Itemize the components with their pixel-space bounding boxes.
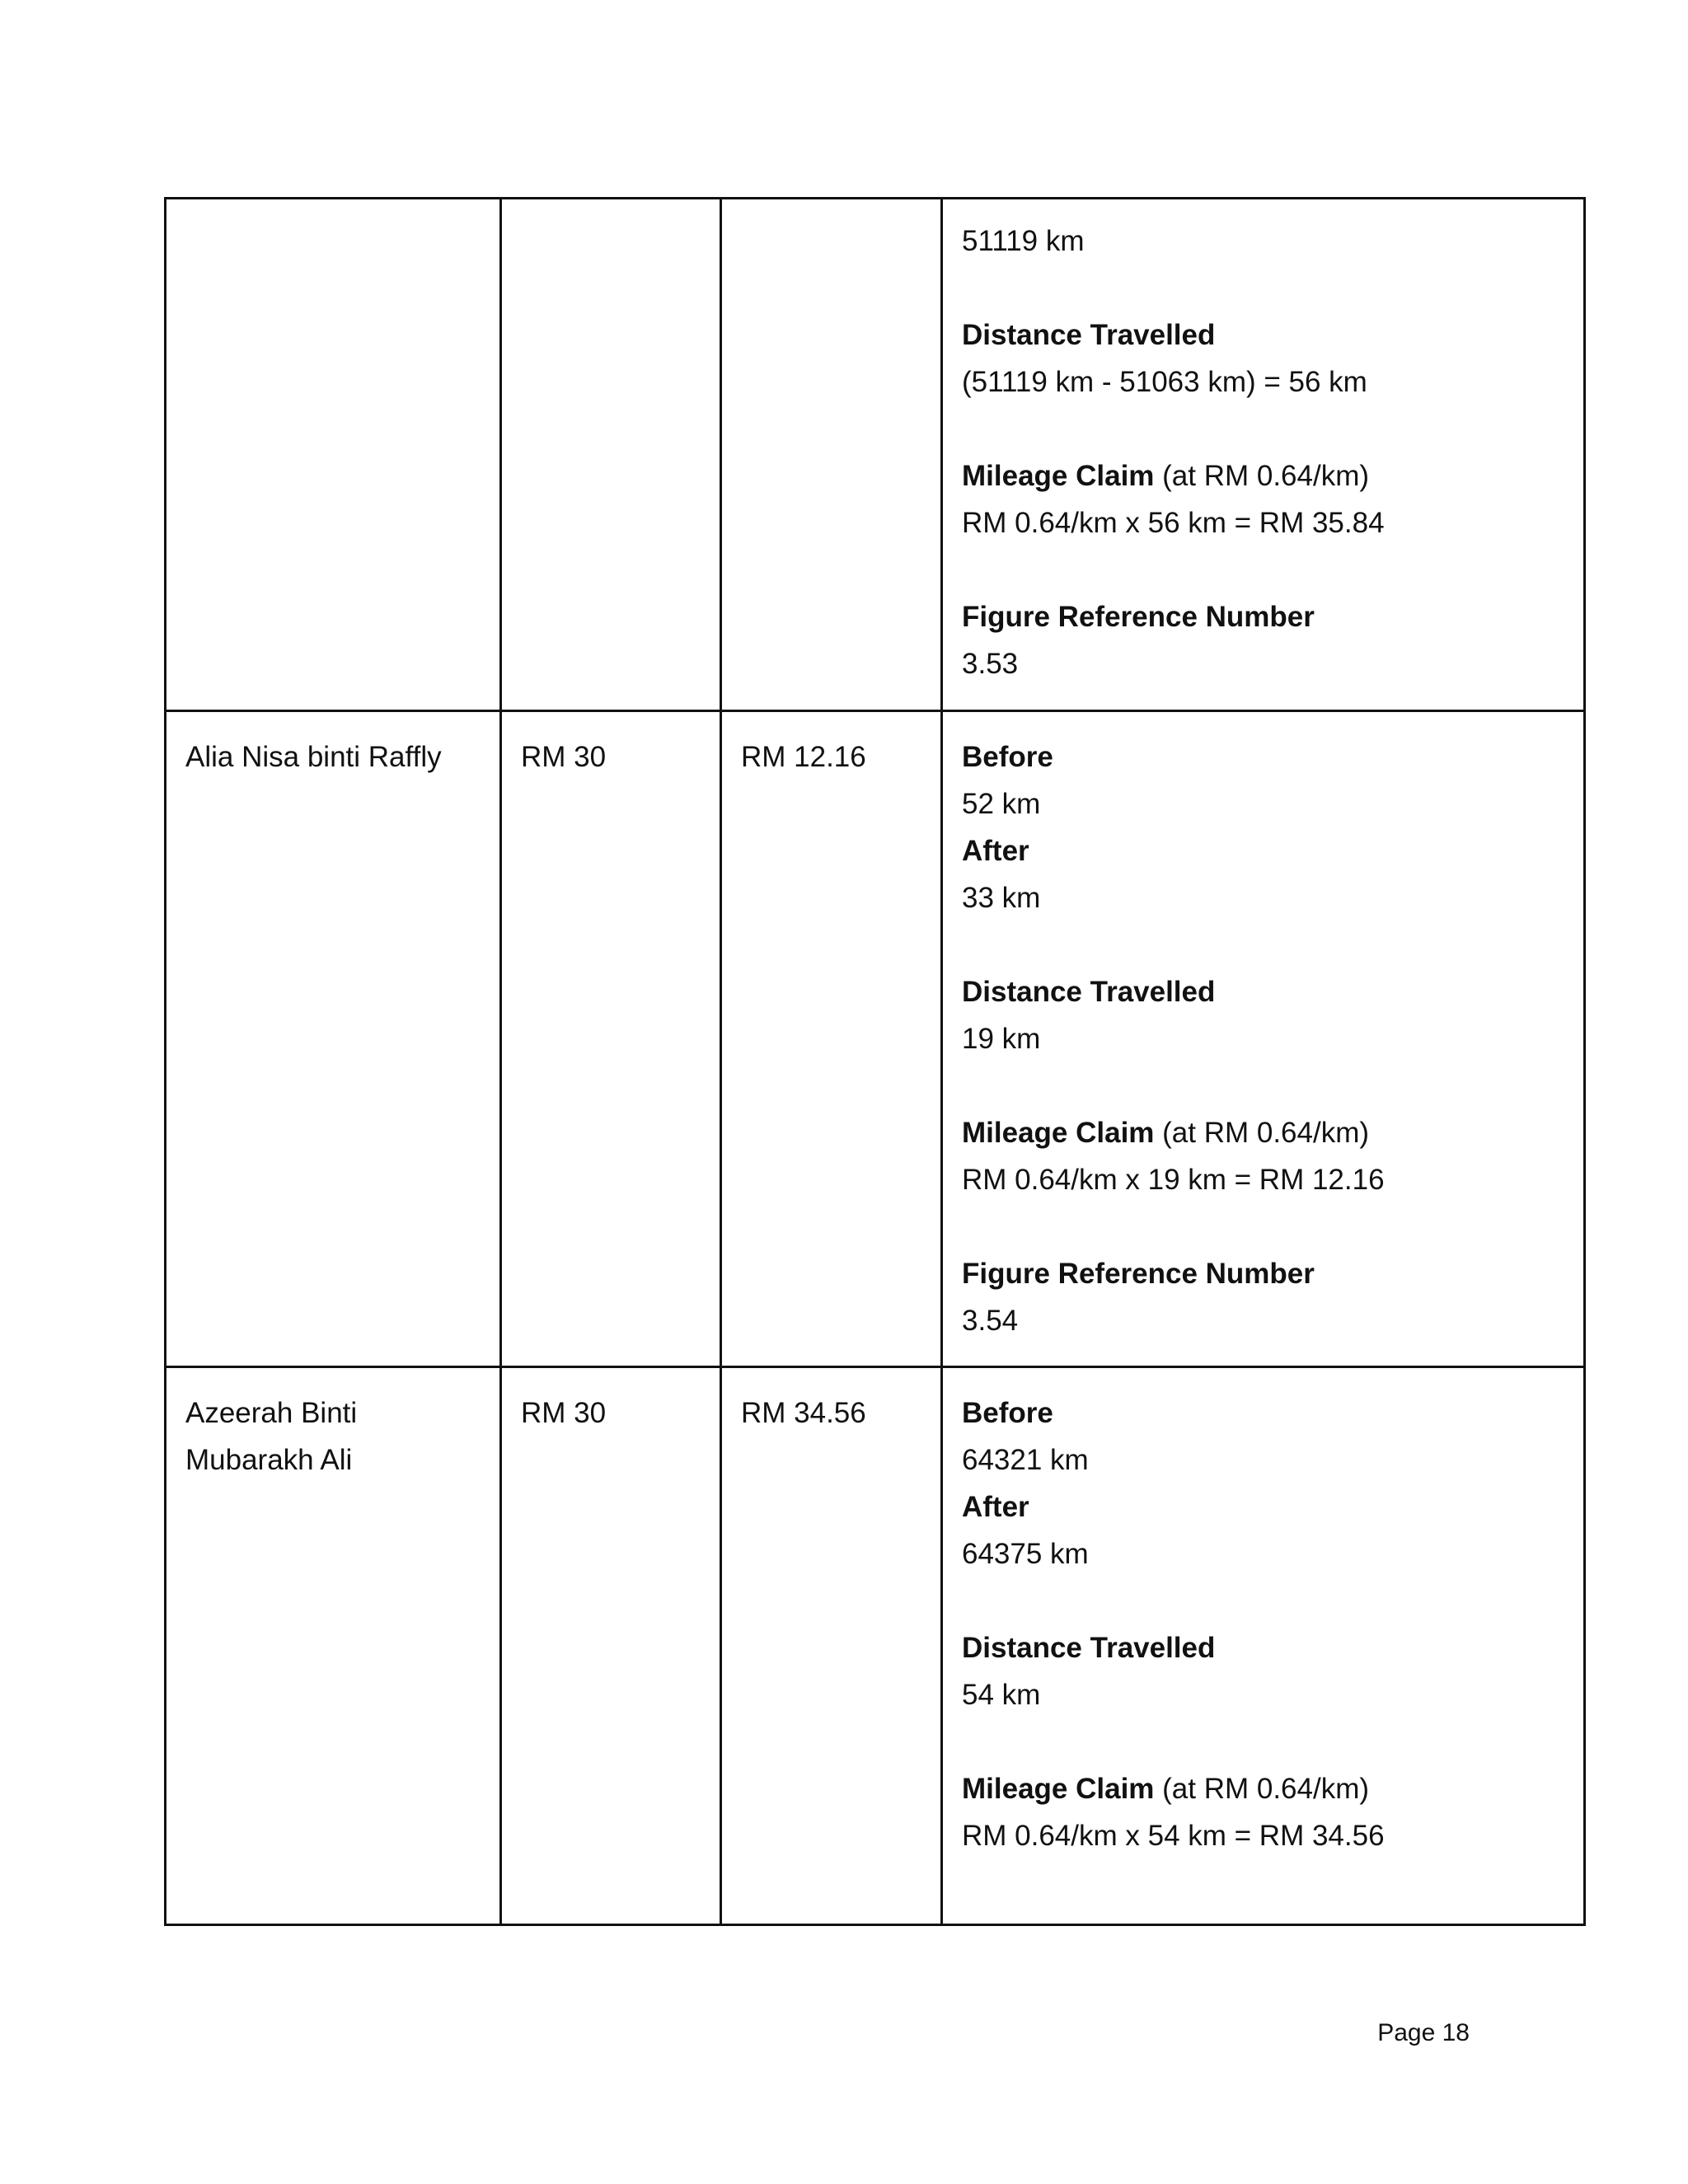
- allowance-cell: [501, 1367, 721, 1925]
- figure-reference-value: 3.54: [962, 1305, 1019, 1337]
- allowance-value: RM 30: [521, 741, 607, 773]
- details-cell: [942, 711, 1585, 1367]
- distance-heading: Distance Travelled: [962, 319, 1216, 351]
- mileage-calculation: RM 0.64/km x 19 km = RM 12.16: [962, 1164, 1385, 1196]
- details-cell: [942, 1367, 1585, 1925]
- name-cell: [166, 711, 501, 1367]
- after-heading: After: [962, 1491, 1029, 1523]
- claim-value: RM 34.56: [741, 1397, 866, 1429]
- claimant-name-line-1: Azeerah Binti: [185, 1397, 358, 1429]
- odometer-after-value: 51119 km: [962, 225, 1085, 257]
- before-heading: Before: [962, 1397, 1053, 1429]
- claimant-name-line-2: Mubarakh Ali: [185, 1444, 353, 1476]
- figure-reference-heading: Figure Reference Number: [962, 1258, 1315, 1290]
- allowance-cell: [501, 711, 721, 1367]
- figure-reference-value: 3.53: [962, 648, 1019, 680]
- after-heading: After: [962, 835, 1029, 867]
- claim-cell: [721, 1367, 942, 1925]
- details-cell: [942, 199, 1585, 711]
- claim-cell: [721, 711, 942, 1367]
- mileage-rate: (at RM 0.64/km): [1154, 1117, 1370, 1149]
- before-value: 64321 km: [962, 1444, 1089, 1476]
- mileage-rate: (at RM 0.64/km): [1154, 1773, 1370, 1805]
- mileage-heading: Mileage Claim: [962, 460, 1155, 492]
- mileage-heading: Mileage Claim: [962, 1117, 1155, 1149]
- mileage-calculation: RM 0.64/km x 56 km = RM 35.84: [962, 507, 1385, 539]
- mileage-claims-table: [164, 197, 1586, 1926]
- distance-value: 54 km: [962, 1679, 1041, 1711]
- distance-heading: Distance Travelled: [962, 976, 1216, 1008]
- name-cell: [166, 199, 501, 711]
- distance-heading: Distance Travelled: [962, 1632, 1216, 1664]
- table-row: [166, 711, 1585, 1367]
- claim-cell: [721, 199, 942, 711]
- before-value: 52 km: [962, 788, 1041, 820]
- allowance-cell: [501, 199, 721, 711]
- mileage-heading: Mileage Claim: [962, 1773, 1155, 1805]
- claim-value: RM 12.16: [741, 741, 866, 773]
- after-value: 64375 km: [962, 1538, 1089, 1570]
- claimant-name: Alia Nisa binti Raffly: [185, 741, 442, 773]
- allowance-value: RM 30: [521, 1397, 607, 1429]
- figure-reference-heading: Figure Reference Number: [962, 601, 1315, 633]
- distance-value: 19 km: [962, 1023, 1041, 1055]
- table-row: [166, 1367, 1585, 1925]
- after-value: 33 km: [962, 882, 1041, 914]
- mileage-rate: (at RM 0.64/km): [1154, 460, 1370, 492]
- distance-value: (51119 km - 51063 km) = 56 km: [962, 366, 1367, 398]
- table-row: [166, 199, 1585, 711]
- mileage-calculation: RM 0.64/km x 54 km = RM 34.56: [962, 1820, 1385, 1852]
- name-cell: [166, 1367, 501, 1925]
- page-number: Page 18: [1377, 2019, 1470, 2046]
- before-heading: Before: [962, 741, 1053, 773]
